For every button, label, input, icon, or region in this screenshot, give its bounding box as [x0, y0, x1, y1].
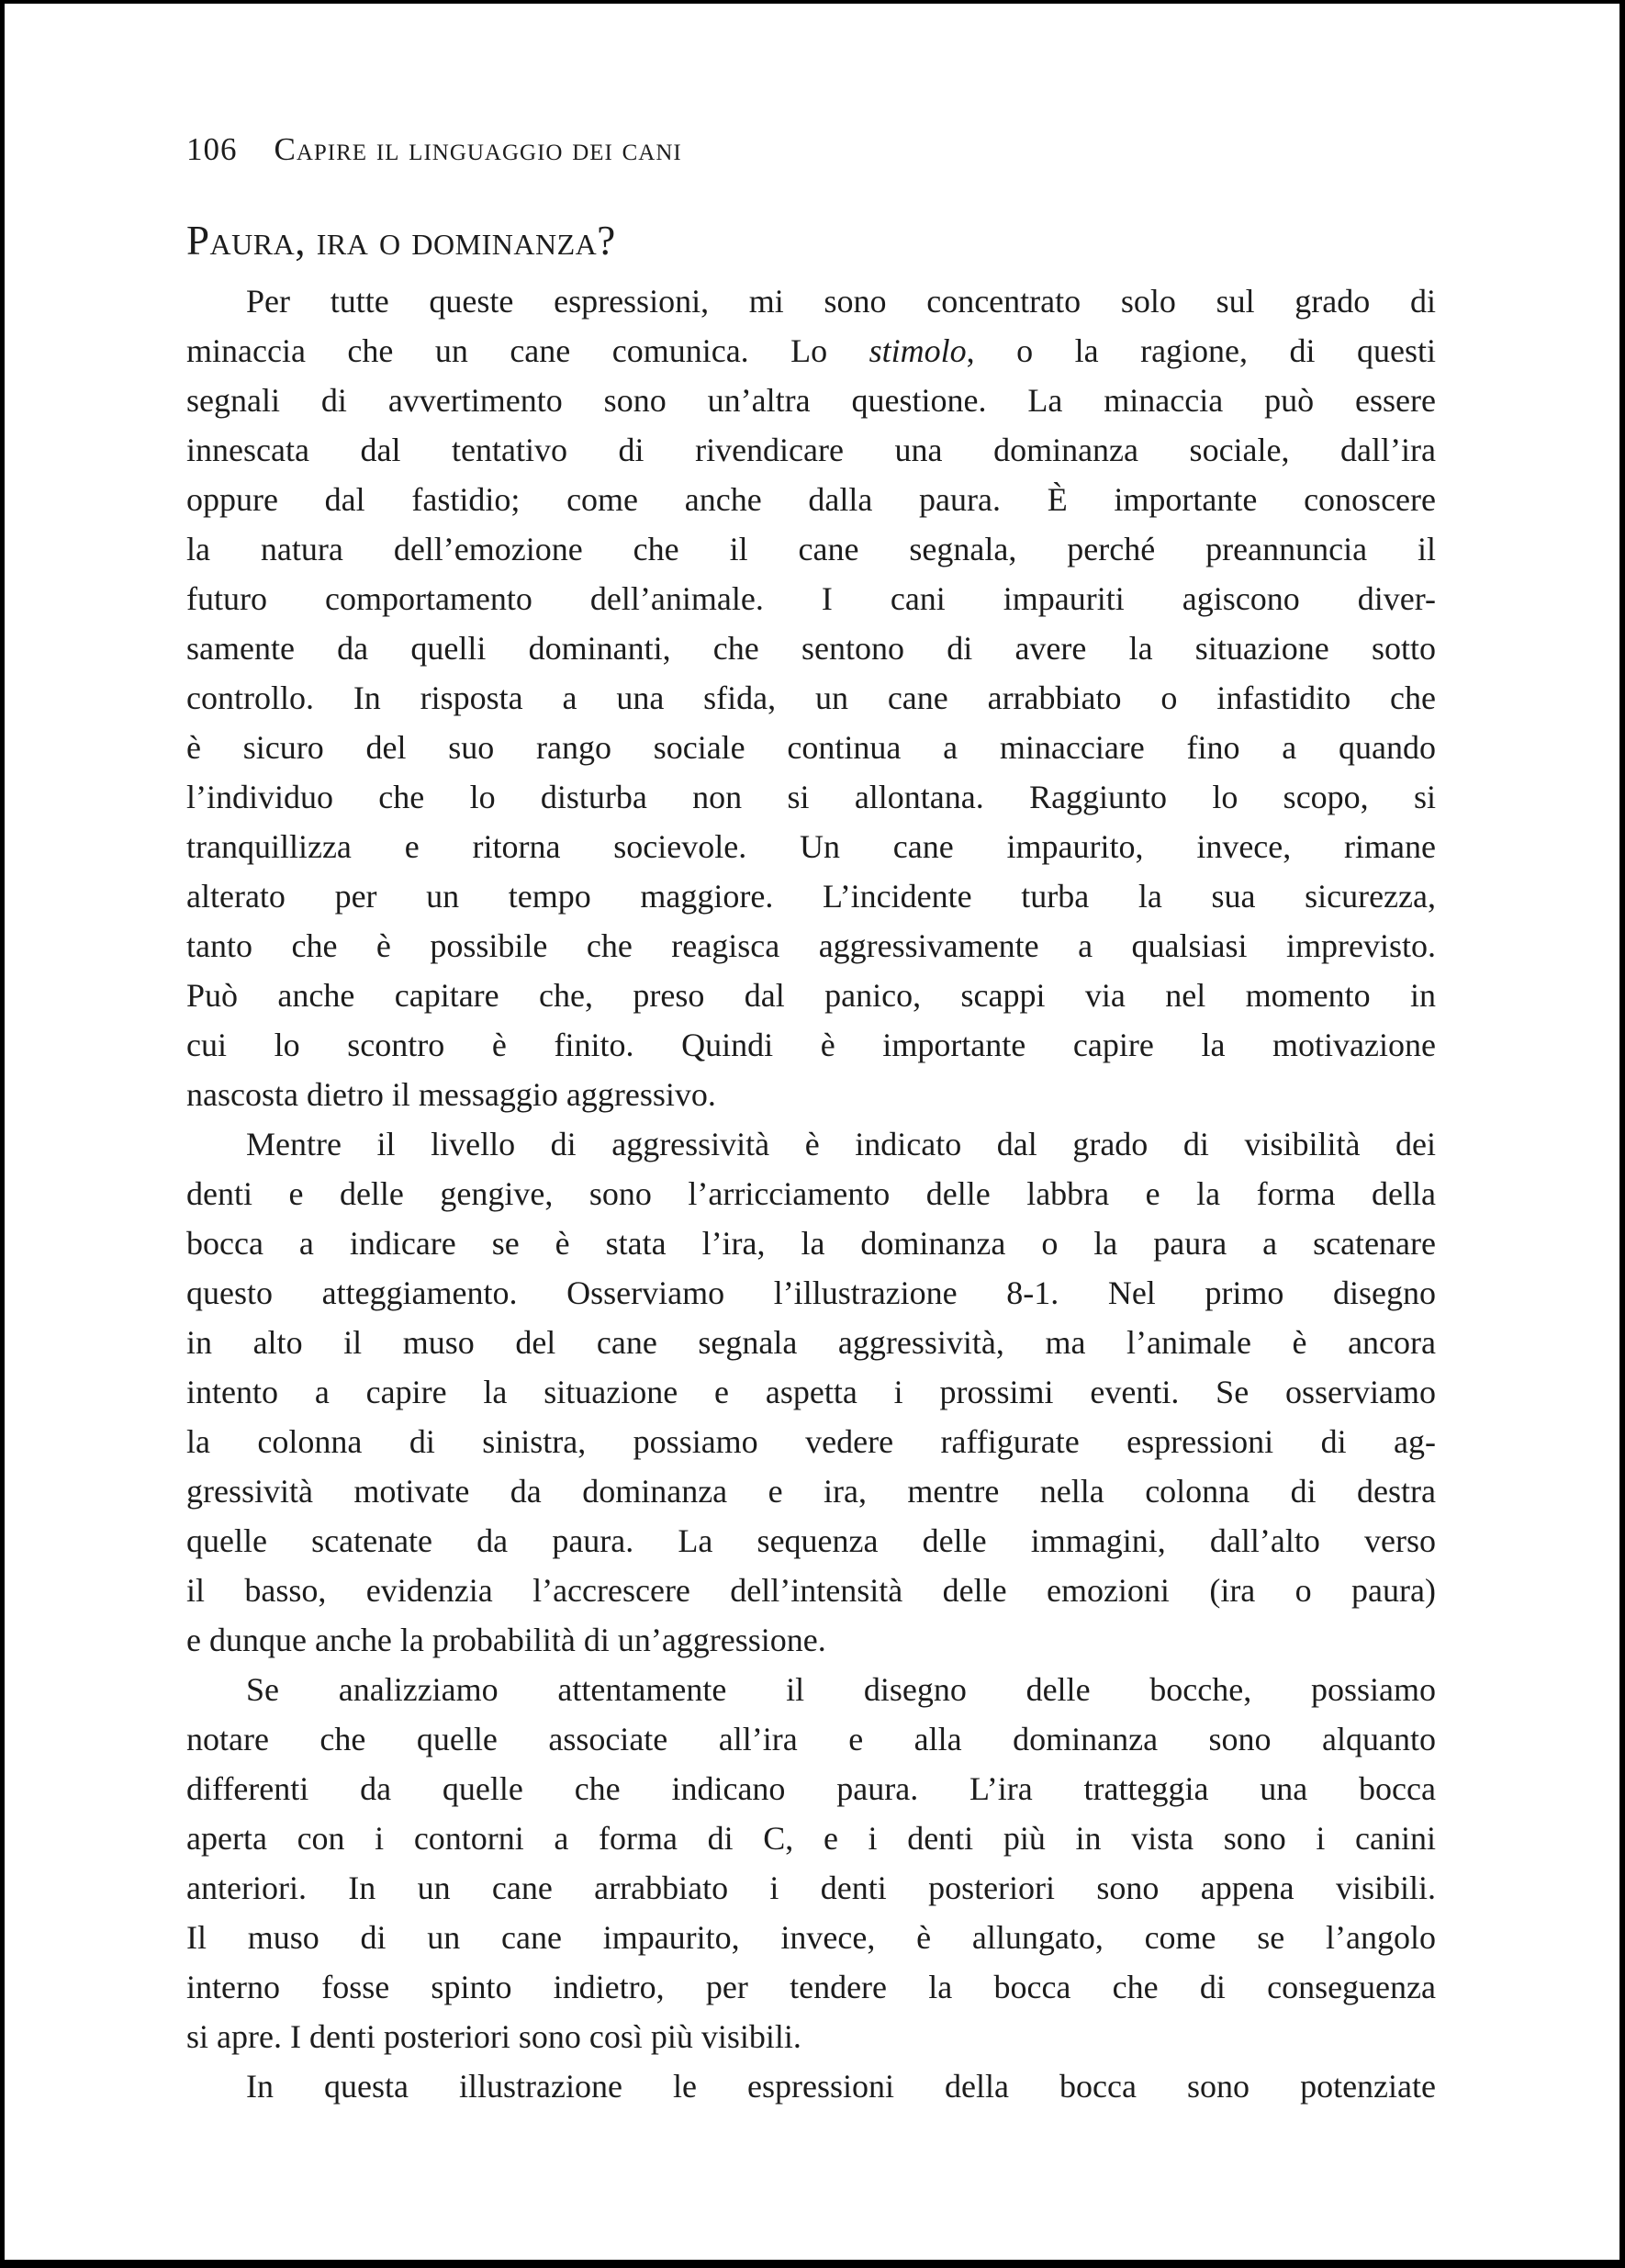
- text-segment: in alto il muso del cane segnala aggressività, ma l’animale è ancora: [186, 1324, 1436, 1361]
- text-line: [186, 921, 1436, 971]
- text-segment: intento a capire la situazione e aspetta i prossimi eventi. Se osserviamo: [186, 1374, 1436, 1410]
- text-segment: minaccia che un cane comunica. Lo: [186, 332, 869, 369]
- text-line: [186, 1466, 1436, 1516]
- text-line: [186, 1318, 1436, 1367]
- text-segment: questo atteggiamento. Osserviamo l’illustrazione 8-1. Nel primo disegno: [186, 1274, 1436, 1311]
- text-segment: Se analizziamo attentamente il disegno delle bocche, possiamo: [246, 1671, 1436, 1708]
- text-line: [186, 2061, 1436, 2111]
- page-header: [186, 130, 1436, 169]
- paragraph: [186, 276, 1436, 1119]
- text-line: [186, 822, 1436, 871]
- paragraph: [186, 2061, 1436, 2111]
- page-number: 106: [186, 131, 238, 167]
- text-line: [186, 1070, 1436, 1119]
- text-line: [186, 1367, 1436, 1417]
- section-heading: Paura, ira o dominanza?: [186, 218, 616, 264]
- text-segment: anteriori. In un cane arrabbiato i denti posteriori sono appena visibili.: [186, 1869, 1436, 1906]
- paragraph: [186, 1665, 1436, 2061]
- text-line: [186, 574, 1436, 623]
- text-line: [186, 1714, 1436, 1764]
- text-segment: si apre. I denti posteriori sono così più visibili.: [186, 2018, 801, 2055]
- text-segment: gressività motivate da dominanza e ira, mentre nella colonna di destra: [186, 1473, 1436, 1510]
- text-line: [186, 1913, 1436, 1962]
- text-segment: è sicuro del suo rango sociale continua a minacciare fino a quando: [186, 729, 1436, 766]
- text-line: [186, 1665, 1436, 1714]
- text-line: [186, 1615, 1436, 1665]
- text-segment: segnali di avvertimento sono un’altra questione. La minaccia può essere: [186, 382, 1436, 419]
- text-line: [186, 623, 1436, 673]
- text-segment: differenti da quelle che indicano paura. L’ira tratteggia una bocca: [186, 1770, 1436, 1807]
- text-segment: aperta con i contorni a forma di C, e i denti più in vista sono i canini: [186, 1820, 1436, 1857]
- text-line: [186, 1417, 1436, 1466]
- text-segment: samente da quelli dominanti, che sentono di avere la situazione sotto: [186, 630, 1436, 667]
- text-line: [186, 1962, 1436, 2012]
- text-line: [186, 425, 1436, 475]
- text-line: [186, 1218, 1436, 1268]
- text-segment: , o la ragione, di questi: [966, 332, 1436, 369]
- text-segment: e dunque anche la probabilità di un’aggressione.: [186, 1622, 826, 1658]
- text-segment: l’individuo che lo disturba non si allontana. Raggiunto lo scopo, si: [186, 779, 1436, 815]
- text-segment: quelle scatenate da paura. La sequenza delle immagini, dall’alto verso: [186, 1522, 1436, 1559]
- text-line: [186, 1119, 1436, 1169]
- text-segment: tranquillizza e ritorna socievole. Un cane impaurito, invece, rimane: [186, 828, 1436, 865]
- text-line: [186, 871, 1436, 921]
- text-line: [186, 1516, 1436, 1566]
- text-segment: la colonna di sinistra, possiamo vedere raffigurate espressioni di ag-: [186, 1423, 1436, 1460]
- text-segment: innescata dal tentativo di rivendicare una dominanza sociale, dall’ira: [186, 432, 1436, 468]
- text-segment: tanto che è possibile che reagisca aggressivamente a qualsiasi imprevisto.: [186, 927, 1436, 964]
- text-line: [186, 1566, 1436, 1615]
- text-segment: denti e delle gengive, sono l’arricciamento delle labbra e la forma della: [186, 1175, 1436, 1212]
- text-line: [186, 1268, 1436, 1318]
- page-content: [186, 130, 1436, 2111]
- italic-text: stimolo: [869, 332, 967, 369]
- text-segment: alterato per un tempo maggiore. L’incidente turba la sua sicurezza,: [186, 878, 1436, 915]
- text-segment: Per tutte queste espressioni, mi sono concentrato solo sul grado di: [246, 283, 1436, 320]
- text-segment: cui lo scontro è finito. Quindi è importante capire la motivazione: [186, 1027, 1436, 1063]
- text-line: [186, 673, 1436, 723]
- body-text: [186, 276, 1436, 2111]
- text-segment: In questa illustrazione le espressioni della bocca sono potenziate: [246, 2068, 1436, 2105]
- text-line: [186, 326, 1436, 376]
- paragraph: [186, 1119, 1436, 1665]
- text-line: [186, 772, 1436, 822]
- text-line: [186, 1020, 1436, 1070]
- text-line: [186, 1863, 1436, 1913]
- text-line: [186, 2012, 1436, 2061]
- text-line: [186, 524, 1436, 574]
- text-line: [186, 1813, 1436, 1863]
- text-line: [186, 723, 1436, 772]
- text-segment: Il muso di un cane impaurito, invece, è allungato, come se l’angolo: [186, 1919, 1436, 1956]
- text-segment: oppure dal fastidio; come anche dalla paura. È importante conoscere: [186, 481, 1436, 518]
- text-segment: notare che quelle associate all’ira e alla dominanza sono alquanto: [186, 1721, 1436, 1757]
- text-segment: la natura dell’emozione che il cane segnala, perché preannuncia il: [186, 531, 1436, 567]
- text-segment: futuro comportamento dell’animale. I cani impauriti agiscono diver-: [186, 580, 1436, 617]
- text-line: [186, 276, 1436, 326]
- running-title: Capire il linguaggio dei cani: [274, 131, 682, 167]
- text-segment: interno fosse spinto indietro, per tendere la bocca che di conseguenza: [186, 1969, 1436, 2005]
- text-segment: nascosta dietro il messaggio aggressivo.: [186, 1076, 716, 1113]
- text-segment: controllo. In risposta a una sfida, un cane arrabbiato o infastidito che: [186, 679, 1436, 716]
- text-segment: il basso, evidenzia l’accrescere dell’intensità delle emozioni (ira o paura): [186, 1572, 1436, 1609]
- text-line: [186, 971, 1436, 1020]
- text-line: [186, 376, 1436, 425]
- text-segment: Mentre il livello di aggressività è indicato dal grado di visibilità dei: [246, 1126, 1436, 1162]
- text-line: [186, 1764, 1436, 1813]
- text-line: [186, 475, 1436, 524]
- text-segment: bocca a indicare se è stata l’ira, la dominanza o la paura a scatenare: [186, 1225, 1436, 1262]
- text-line: [186, 1169, 1436, 1218]
- text-segment: Può anche capitare che, preso dal panico, scappi via nel momento in: [186, 977, 1436, 1014]
